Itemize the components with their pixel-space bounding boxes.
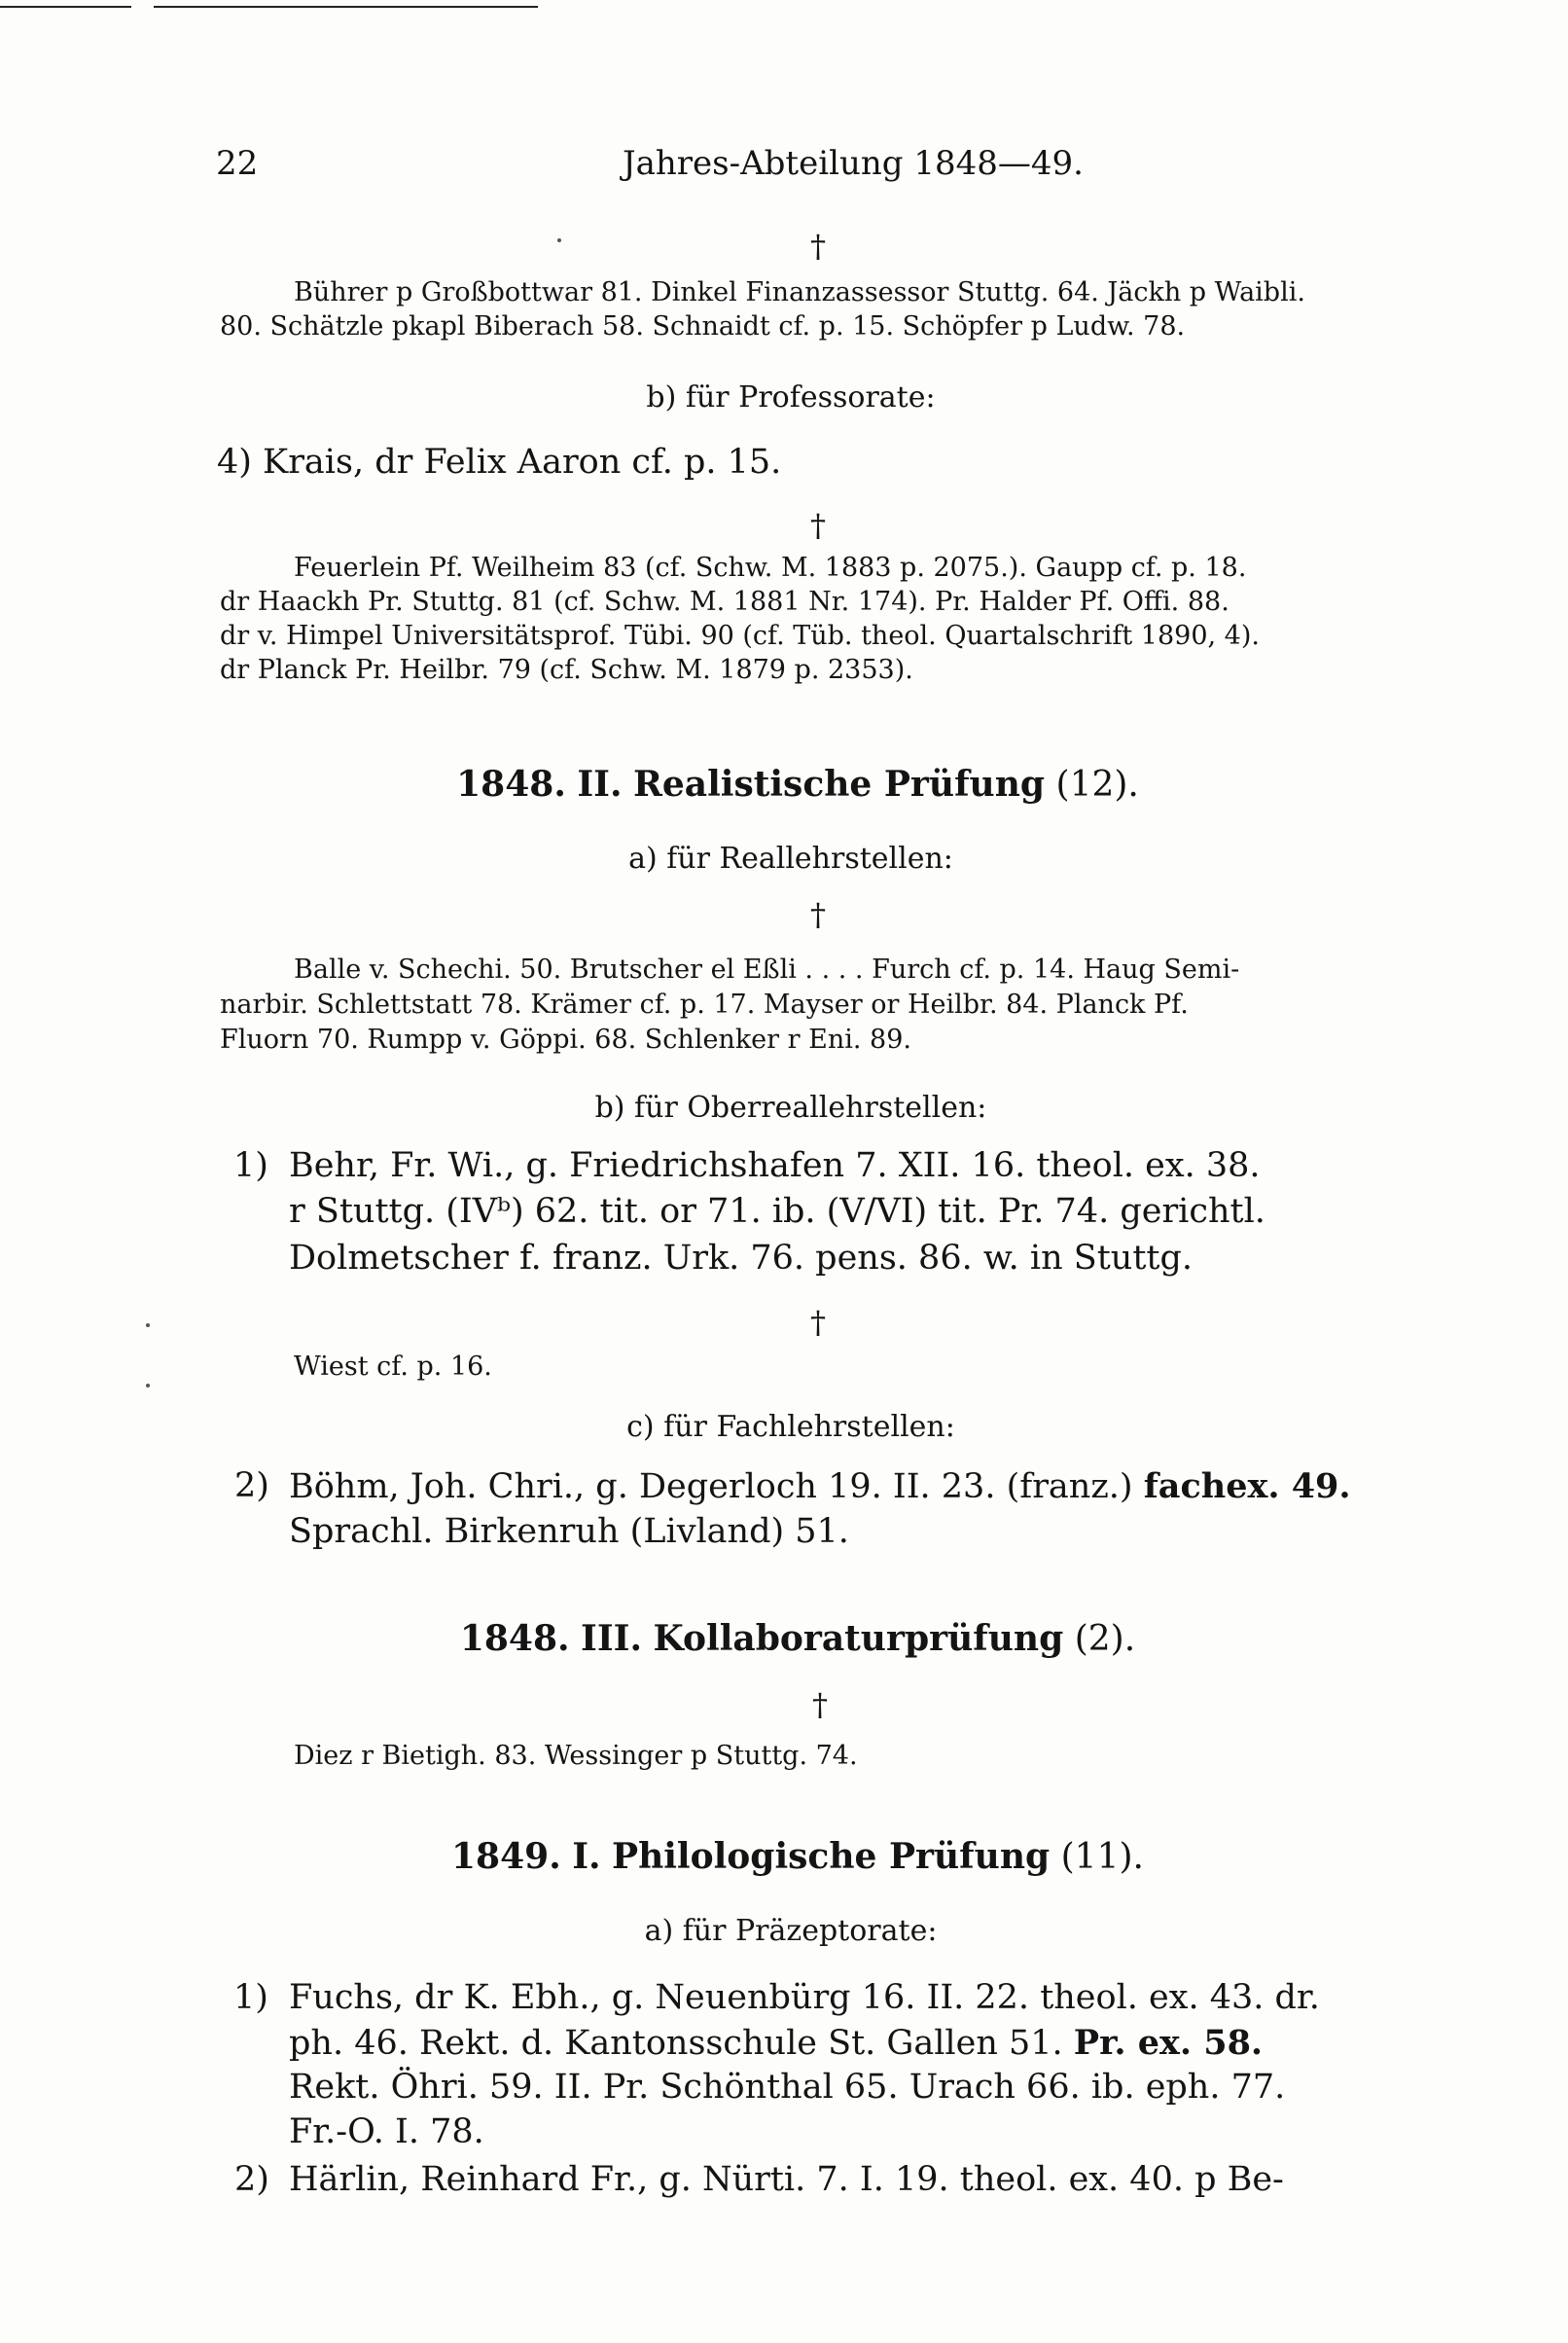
deceased-line: Balle v. Schechi. 50. Brutscher el Eßli . . . . Furch cf. p. 14. Haug Semi- (294, 955, 1240, 985)
section-year: 1848. (459, 1618, 570, 1659)
entry-fuchs-text: ph. 46. Rekt. d. Kantonsschule St. Gallen 51. (289, 2024, 1063, 2063)
page-number: 22 (216, 144, 259, 183)
section-title: Kollaboraturprüfung (653, 1618, 1064, 1659)
section-heading-1849-I (0, 1836, 1568, 1877)
deceased-line: Bührer p Großbottwar 81. Dinkel Finanzassessor Stuttg. 64. Jäckh p Waibli. (294, 277, 1305, 307)
section-roman: II. (577, 764, 623, 805)
entry-number: 2) (234, 1466, 269, 1505)
entry-number: 1) (233, 1146, 268, 1185)
deceased-line: dr Haackh Pr. Stuttg. 81 (cf. Schw. M. 1881 Nr. 174). Pr. Halder Pf. Offi. 88. (220, 587, 1229, 617)
subheading-praezeptorate: a) für Präzeptorate: (644, 1914, 938, 1948)
deceased-line: Fluorn 70. Rumpp v. Göppi. 68. Schlenker r Eni. 89. (220, 1025, 911, 1055)
section-roman: III. (581, 1618, 643, 1659)
subheading-oberreallehrstellen: b) für Oberreallehrstellen: (594, 1091, 987, 1125)
entry-behr-line: Dolmetscher f. franz. Urk. 76. pens. 86. w. in Stuttg. (289, 1239, 1194, 1278)
deceased-line: narbir. Schlettstatt 78. Krämer cf. p. 17. Mayser or Heilbr. 84. Planck Pf. (220, 990, 1189, 1020)
dagger-icon: † (812, 1686, 828, 1723)
entry-fuchs-line: Fuchs, dr K. Ebh., g. Neuenbürg 16. II. 22. theol. ex. 43. dr. (289, 1978, 1320, 2017)
entry-boehm-line: Sprachl. Birkenruh (Livland) 51. (289, 1512, 849, 1551)
dagger-icon: † (810, 1304, 826, 1341)
deceased-line: dr v. Himpel Universitätsprof. Tübi. 90 (cf. Tüb. theol. Quartalschrift 1890, 4). (220, 621, 1260, 651)
subheading-professorate: b) für Professorate: (646, 380, 936, 415)
deceased-line: 80. Schätzle pkapl Biberach 58. Schnaidt cf. p. 15. Schöpfer p Ludw. 78. (220, 311, 1186, 342)
entry-behr-line: r Stuttg. (IVᵇ) 62. tit. or 71. ib. (V/VI) tit. Pr. 74. gerichtl. (289, 1192, 1265, 1231)
deceased-line: Diez r Bietigh. 83. Wessinger p Stuttg. 74. (294, 1741, 858, 1771)
entry-haerlin-line: Härlin, Reinhard Fr., g. Nürti. 7. I. 19. theol. ex. 40. p Be- (289, 2160, 1284, 2199)
entry-fuchs-line: Rekt. Öhri. 59. II. Pr. Schönthal 65. Urach 66. ib. eph. 77. (289, 2068, 1286, 2107)
section-roman: I. (572, 1836, 601, 1877)
entry-fuchs-line (289, 2023, 1264, 2063)
section-heading-1848-III (0, 1618, 1568, 1659)
entry-krais: 4) Krais, dr Felix Aaron cf. p. 15. (217, 443, 782, 482)
speck (557, 238, 561, 242)
dagger-icon: † (810, 228, 826, 265)
section-title: Realistische Prüfung (632, 764, 1046, 805)
dagger-icon: † (810, 896, 826, 933)
entry-behr-line: Behr, Fr. Wi., g. Friedrichshafen 7. XII. 16. theol. ex. 38. (289, 1146, 1261, 1185)
entry-number: 1) (233, 1978, 268, 2017)
entry-boehm-text: Böhm, Joh. Chri., g. Degerloch 19. II. 23. (franz.) (289, 1467, 1133, 1506)
entry-fuchs-bold: Pr. ex. 58. (1073, 2023, 1264, 2063)
deceased-line: Feuerlein Pf. Weilheim 83 (cf. Schw. M. 1883 p. 2075.). Gaupp cf. p. 18. (294, 553, 1247, 583)
entry-boehm-line (289, 1466, 1351, 1506)
speck (146, 1323, 150, 1327)
subheading-fachlehrstellen: c) für Fachlehrstellen: (626, 1410, 955, 1444)
deceased-line: dr Planck Pr. Heilbr. 79 (cf. Schw. M. 1879 p. 2353). (220, 655, 913, 685)
section-heading-1848-II (0, 764, 1568, 805)
entry-boehm-bold: fachex. 49. (1143, 1466, 1351, 1506)
dagger-icon: † (810, 507, 826, 544)
speck (146, 1384, 150, 1388)
running-title: Jahres-Abteilung 1848—49. (623, 144, 1084, 183)
top-rule-left (0, 6, 131, 8)
subheading-reallehrstellen: a) für Reallehrstellen: (628, 842, 953, 876)
section-count: (11). (1060, 1837, 1144, 1877)
section-count: (2). (1074, 1619, 1136, 1659)
section-title: Philologische Prüfung (612, 1836, 1051, 1877)
section-year: 1848. (456, 764, 566, 805)
entry-number: 2) (234, 2160, 269, 2199)
entry-fuchs-line: Fr.-O. I. 78. (289, 2112, 484, 2151)
section-count: (12). (1055, 765, 1139, 805)
deceased-line: Wiest cf. p. 16. (294, 1352, 492, 1382)
top-rule-right (154, 6, 538, 8)
section-year: 1849. (451, 1836, 561, 1877)
